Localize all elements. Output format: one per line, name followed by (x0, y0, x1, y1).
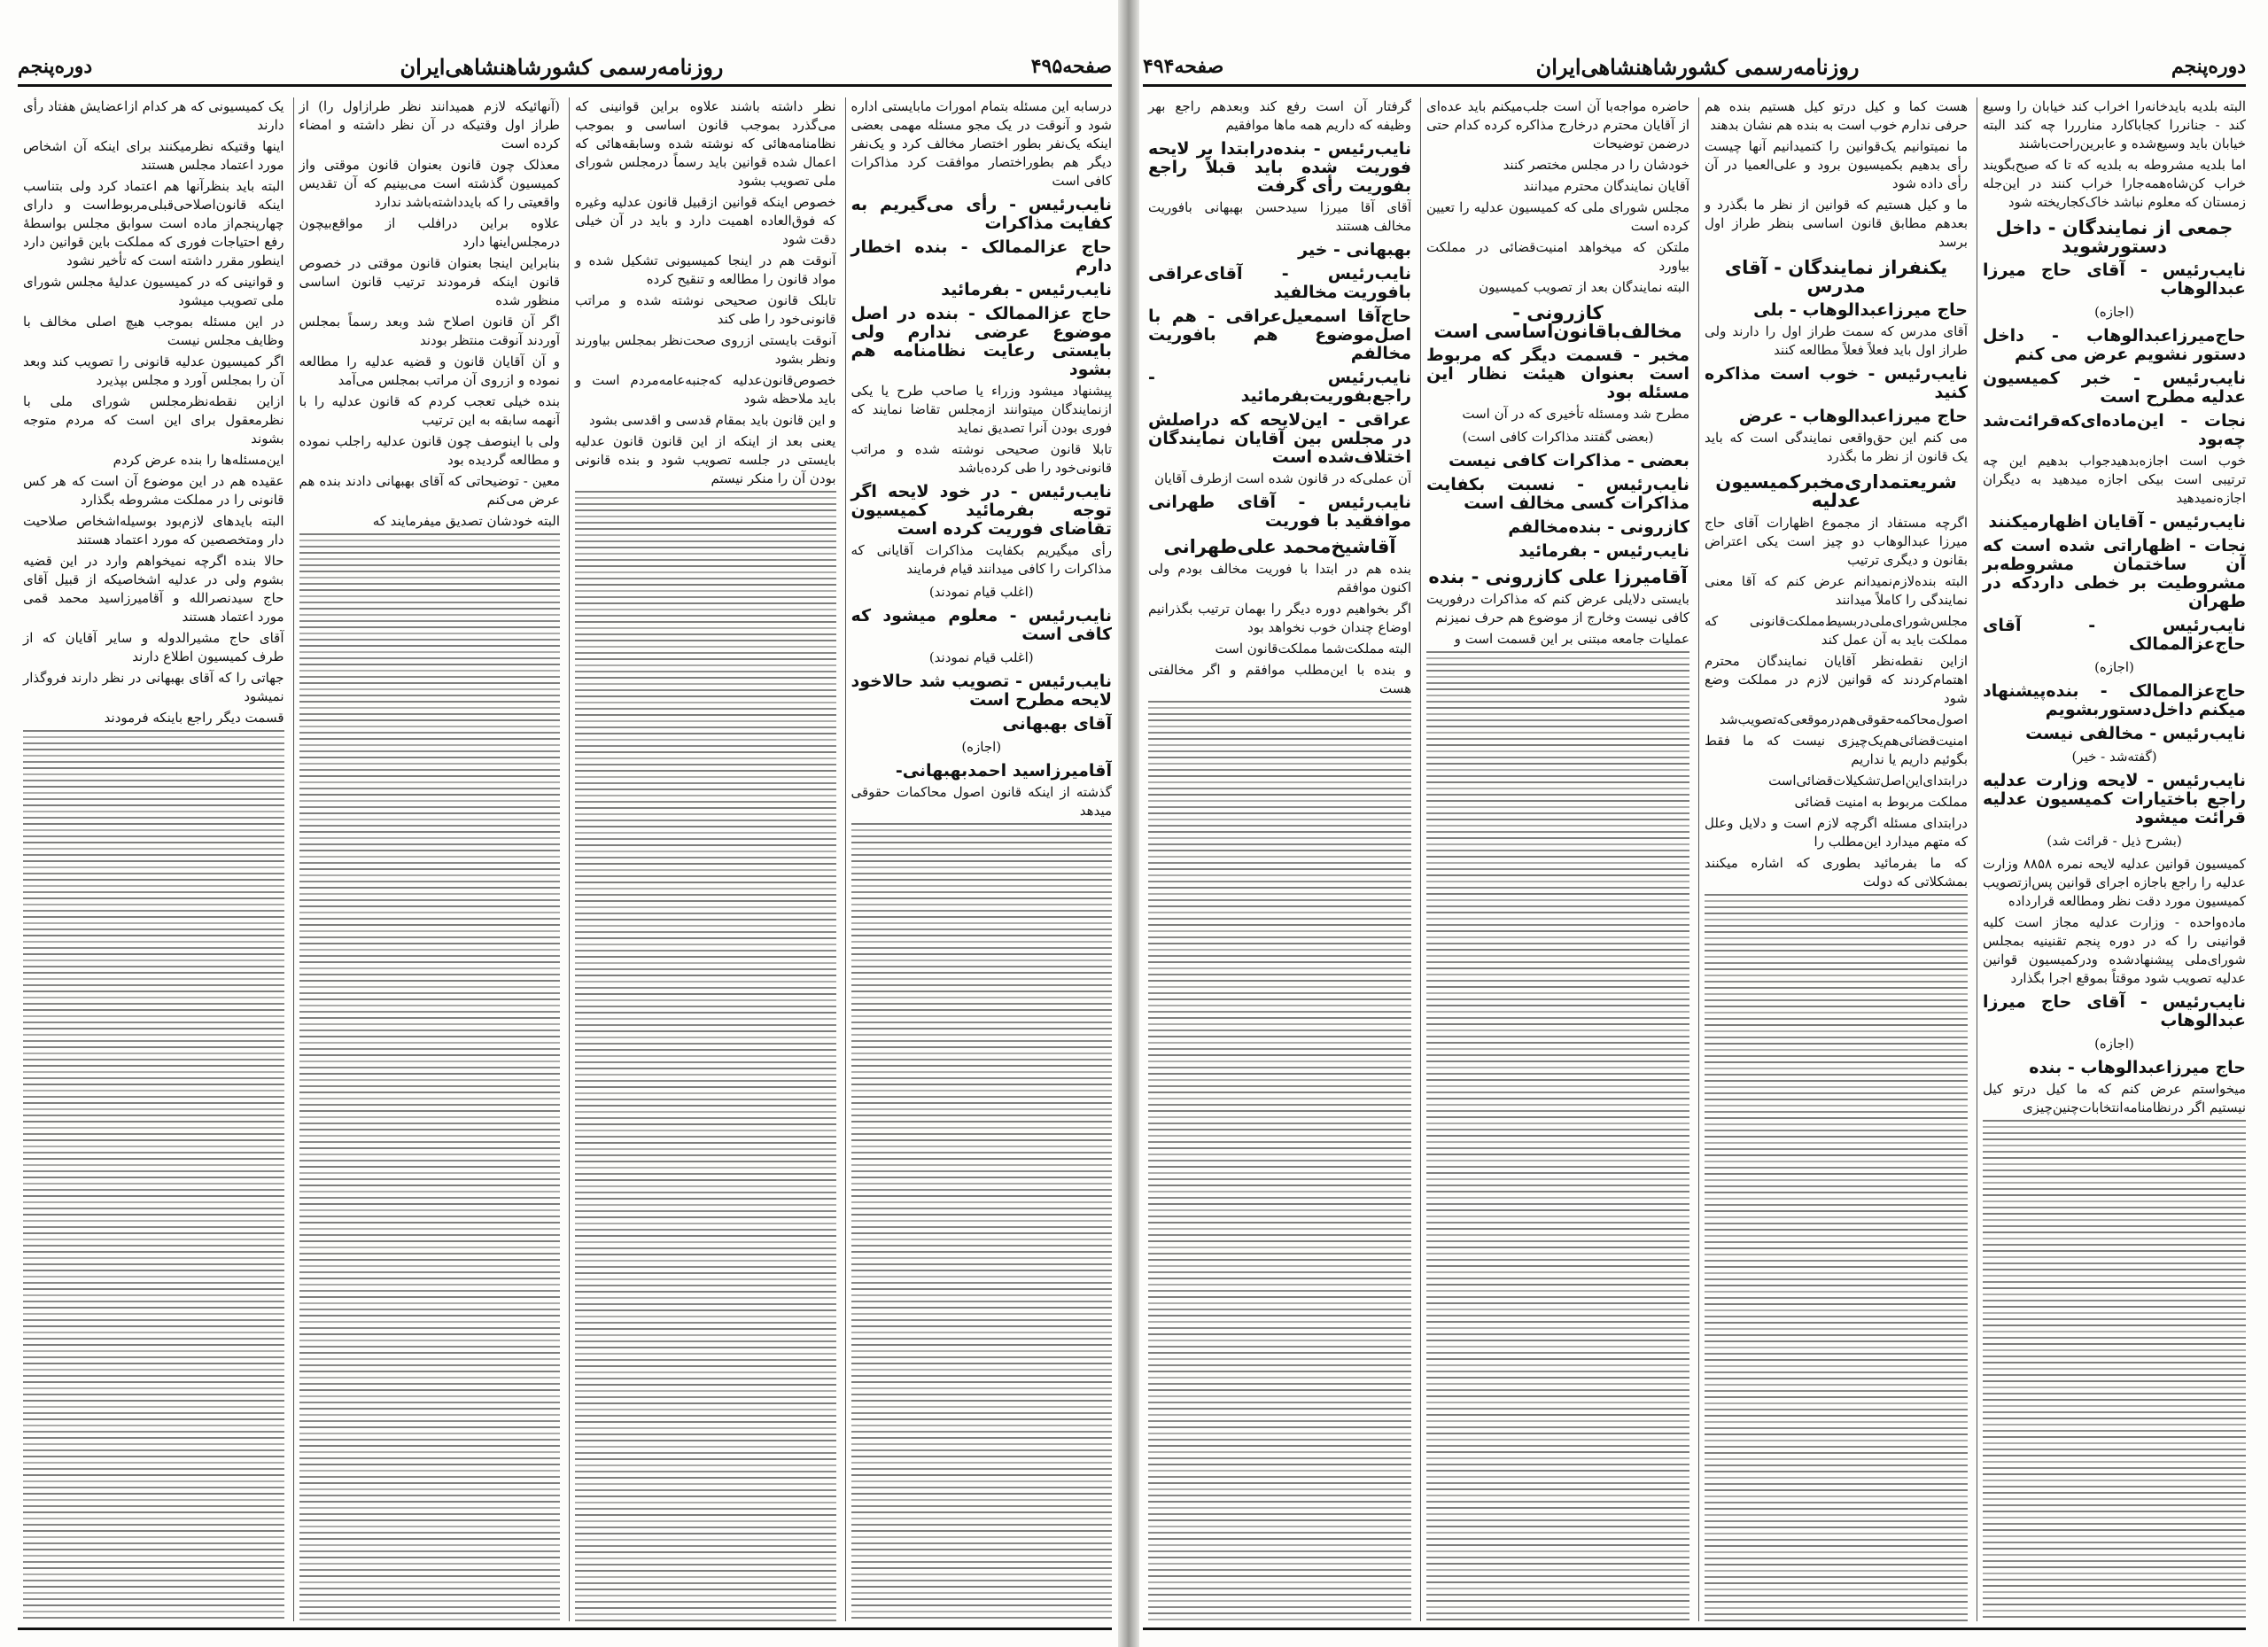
speaker-line: نایب‌رئیس - در خود لایحه اگر توجه بفرمائید کمیسیون تقاضای فوریت کرده است (850, 482, 1112, 539)
paragraph: می کنم این حق‌واقعی نمایندگی است که باید یک قانون از نظر ما بگذرد (1705, 430, 1968, 464)
paragraph: آقای مدرس که سمت طراز اول را دارند ولی طراز اول باید فعلاً فعلاً مطالعه کنند (1705, 323, 1968, 358)
left-page (18, 18, 1112, 1630)
speaker-line: نایب‌رئیس - آقای طهرانی موافقید با فوریت (1148, 493, 1411, 531)
paragraph: عملیات جامعه مبتنی بر این قسمت است و (1454, 631, 1689, 647)
paragraph: مجلس‌شورای‌ملی‌در‌بسیط‌مملکت‌قانونی که مملکت باید به آن عمل کند (1705, 613, 1968, 648)
speaker-line: نایب‌رئیس - آقای حاج میرزا عبدالوهاب (1983, 992, 2246, 1030)
speaker-line: نایب‌رئیس - آقایان اظهارمیکنند (1988, 512, 2246, 532)
speaker-line: حاج‌عزالممالک - بنده‌پیشنهاد میکنم داخل‌دستوربشویم (1983, 681, 2246, 719)
left-page-title: روزنامه‌رسمی کشورشاهنشاهی‌ایران (400, 53, 724, 80)
paragraph: و بنده با این‌مطلب موافقم و اگر مخالفتی هست (1148, 662, 1411, 696)
paragraph: (آنهائیکه لازم همیدانند نظر طرازاول را) از طراز اول وقتیکه در آن نظر داشته و امضاء کرده است (299, 98, 560, 151)
speaker-line: حاج عزالممالک - بنده اخطار دارم (850, 237, 1112, 276)
paragraph: پیشنهاد میشود وزراء یا صاحب طرح یا یکی ازنمایندگان میتوانند ازمجلس تقاضا نمایند که فوری بودن آنرا تصدیق نماید (850, 383, 1112, 436)
text-column (1143, 97, 1411, 1621)
paragraph: حالا بنده اگرچه نمیخواهم وارد در این قضیه بشوم ولی در عدلیه اشخاصیکه از قبیل آقای حاج سیدنصرالله و آقامیرزاسید محمد قمی مورد اعتماد هستند (23, 553, 284, 625)
paragraph: معین - توضیحاتی که آقای بهبهانی دادند بنده هم عرض می‌کنم (299, 473, 560, 508)
speaker-line: نایب‌رئیس - آقای حاج میرزا عبدالوهاب (1983, 260, 2246, 299)
binding-gutter (1118, 0, 1139, 1647)
speaker-line: نایب‌رئیس - راجع‌بفوریت‌بفرمائید (1148, 368, 1411, 406)
paragraph: یعنی بعد از اینکه از این قانون قانون عدلیه بایستی در جلسه تصویب شود و بنده قانونی بودن آن را منکر نیستم (575, 433, 836, 486)
paragraph: گذشته از اینکه قانون اصول محاکمات حقوقی میدهد (850, 784, 1112, 819)
dense-text-lines (575, 491, 836, 1621)
speaker-line: نایب‌رئیس - لایحه وزارت عدلیه راجع باختیارات کمیسیون عدلیه قرائت میشود (1983, 771, 2246, 827)
paragraph: خصوص اینکه قوانین ازقبیل قانون عدلیه وغیره که فوق‌العاده اهمیت دارد و باید در آن خیلی دقت شود (575, 194, 836, 247)
paragraph: خصوص‌قانون‌عدلیه که‌جنبه‌عامه‌مردم است و باید ملاحظه شود (575, 372, 836, 407)
section-heading: آقامیرزا علی کازرونی - بنده (1428, 566, 1688, 587)
paragraph: درسابه این مسئله بتمام امورات مابایستی اداره شود و آنوقت در یک مجو مسئله مهمی بعضی اینکه یک‌نفر بطور اختصار مخالف کرد و یک‌نفر دیگر هم بطوراختصار موافقت کرد مذاکرات کافی است (850, 98, 1112, 189)
paragraph: البته باید بنظرآنها هم اعتماد کرد ولی بتناسب اینکه قانون‌اصلاحی‌قبلی‌مربوط‌است و دارای چهارپنجم‌از ماده است سوابق مجلس بواسطهٔ رفع احتیاجات فوری که مملکت باین قوانین دارد اینطور مقرر داشته است که تأخیر نشود (23, 178, 284, 268)
procedural-note: (بعضی گفتند مذاکرات کافی است) (1462, 429, 1654, 445)
paragraph: این‌مسئله‌ها را بنده عرض کردم (113, 452, 284, 468)
paragraph: هست کما و کیل درتو کیل هستیم بنده هم حرفی ندارم خوب است به بنده هم نشان بدهند (1705, 98, 1968, 133)
dense-text-lines (1426, 651, 1689, 1621)
speaker-line: نایب‌رئیس - بنده‌درابتدا بر لایحه فوریت شده باید قبلاً راجع بفوریت رأی گرفت (1148, 139, 1411, 196)
section-heading: یکنفراز نمایندگان - آقای مدرس (1724, 257, 1948, 297)
speaker-line: آقای بهبهانی (1002, 714, 1112, 734)
procedural-note: (اغلب قیام نمودند) (928, 649, 1034, 665)
speaker-line: نایب‌رئیس - خوب است مذاکره کنید (1705, 364, 1968, 402)
paragraph: اگرچه مستفاد از مجموع اظهارات آقای حاج میرزا عبدالوهاب دو چیز است یکی اعتراض بقانون و دیگری ترتیب (1705, 515, 1968, 568)
speaker-line: حاج‌میرزاعبدالوهاب - داخل دستور نشویم عرض می کنم (1983, 326, 2246, 364)
paragraph: البته بنده‌لازم‌نمیدانم عرض کنم که آقا معنی نمایندگی را کاملاً میدانند (1705, 573, 1968, 608)
right-page-header (1143, 49, 2246, 87)
speaker-line: حاج میرزاعبدالوهاب - بلی (1753, 300, 1968, 320)
procedural-note: (اجازه) (961, 739, 1002, 755)
procedural-note: (اغلب قیام نمودند) (928, 584, 1034, 600)
paragraph: ما و کیل هستیم که قوانین از نظر ما بگذرد و بعدهم مطابق قانون اساسی بنظر طراز اول برسد (1705, 197, 1968, 250)
paragraph: حاضره مواجه‌با آن است جلب‌میکنم باید عده‌ای از آقایان محترم درخارج مذاکره کرده کدام حتی درضمن توضیحات (1426, 98, 1689, 151)
speaker-line: نایب‌رئیس - مخالفی نیست (2025, 724, 2246, 743)
paragraph: ما نمیتوانیم یک‌قوانین را کتمیدانیم آنها چیست رأی بدهیم بکمیسیون برود و علی‌العمیا در آن رأی داده شود (1705, 138, 1968, 191)
paragraph: اصول‌محاکمه‌حقوقی‌هم‌در‌موقعی‌که‌تصویب‌شد (1720, 711, 1968, 727)
paragraph: که ما بفرمائید بطوری که اشاره میکنند بمشکلاتی که دولت (1705, 855, 1968, 890)
dense-text-lines (1983, 1120, 2246, 1621)
paragraph: آن عملی‌که در قانون شده است ازطرف آقایان (1153, 470, 1411, 486)
paragraph: ازاین نقطه‌نظر آقایان نمایندگان محترم اهتمام‌کردند که قوانین لازم در مملکت وضع شود (1705, 653, 1968, 706)
speaker-line: نایب‌رئیس - خبر کمیسیون عدلیه مطرح است (1983, 369, 2246, 407)
dense-text-lines (299, 533, 561, 1621)
speaker-line: نایب‌رئیس - معلوم میشود که کافی است (850, 606, 1112, 644)
dense-text-lines (23, 730, 284, 1621)
text-column (1977, 97, 2246, 1621)
paragraph: درابتدای مسئله اگرچه لازم است و دلایل وعلل که متهم میدارد این‌مطلب را (1705, 815, 1968, 850)
left-page-bottom-rule (18, 1628, 1112, 1630)
paragraph: درابتدای‌این‌اصل‌تشکیلات‌قضائی‌است (1768, 773, 1968, 789)
right-page-columns (1143, 97, 2246, 1621)
paragraph: خوب است اجازه‌بدهیدجواب بدهیم این چه ترتیبی است بیکی اجازه میدهید به دیگران اجازه‌نمیدهید (1983, 453, 2246, 506)
right-page-number: صفحه۴۹۴ (1143, 55, 1224, 78)
right-page-edition: دوره‌پنجم (2171, 55, 2246, 78)
paragraph: قسمت دیگر راجع باینکه فرمودند (104, 710, 284, 726)
paragraph: و آن آقایان قانون و قضیه عدلیه را مطالعه نموده و ازروی آن مراتب بمجلس می‌آمد (299, 353, 560, 388)
dense-text-lines (1148, 701, 1411, 1621)
paragraph: بایستی دلایلی عرض کنم که مذاکرات درفوریت کافی نیست وخارج از موضوع هم حرف نمیزنم (1426, 591, 1689, 625)
speaker-line: آقامیرزاسید احمدبهبهانی- (895, 761, 1112, 781)
speaker-line: نایب‌رئیس - رأی می‌گیریم به کفایت مذاکرات (850, 195, 1112, 233)
paragraph: میخواستم عرض کنم که ما کیل درتو کیل نیستیم اگر درنظامنامه‌انتخابات‌چنین‌چیزی (1983, 1081, 2246, 1115)
paragraph: البته بلدیه بایدخانه‌را اخراب کند خیابان را وسیع کند - جنانررا کجاباکارد منارررا چه کند البته خیابان باید وسیع‌شده و عابرین‌راحت‌باشند (1983, 98, 2246, 151)
paragraph: یک کمیسیونی که هر کدام ازاعضایش هفتاد رأی دارند (23, 98, 284, 133)
paragraph: اینها وقتیکه نظرمیکنند برای اینکه آن اشخاص مورد اعتماد مجلس هستند (23, 138, 284, 173)
speaker-line: بهبهانی - خیر (1298, 240, 1411, 260)
speaker-line: نایب‌رئیس - نسبت بکفایت مذاکرات کسی مخالف است (1426, 475, 1689, 513)
paragraph: آنوقت بایستی ازروی صحت‌نظر بمجلس بیاورند ونظر بشود (575, 332, 836, 367)
section-heading: آقاشیخ‌محمد علی‌طهرانی (1163, 536, 1396, 557)
speaker-line: حاج میرزاعبدالوهاب - بنده (2029, 1058, 2246, 1077)
paragraph: مجلس شورای ملی که کمیسیون عدلیه را تعیین کرده است (1426, 199, 1689, 234)
paragraph: ملتکن که میخواهد امنیت‌قضائی در مملکت بیاورد (1426, 239, 1689, 274)
speaker-line: نایب‌رئیس - بفرمائید (941, 280, 1112, 299)
paragraph: عقیده هم در این موضوع آن است که هر کس قانونی را در مملکت مشروطه بگذارد (23, 473, 284, 508)
paragraph: مملکت مربوط به امنیت قضائی (1794, 794, 1968, 810)
text-column (569, 97, 836, 1621)
left-page-columns (18, 97, 1112, 1621)
speaker-line: حاج عزالممالک - بنده در اصل موضوع عرضی ندارم ولی بایستی رعایت نظامنامه هم بشود (850, 304, 1112, 379)
paragraph: خودشان را در مجلس مختصر کنند (1503, 157, 1689, 173)
paragraph: آنوقت هم در اینجا کمیسیونی تشکیل شده و مواد قانون را مطالعه و تنقیح کرده (575, 252, 836, 287)
paragraph: البته بایدهای لازم‌بود بوسیله‌اشخاص صلاحیت دار ومتخصصین که مورد اعتماد هستند (23, 513, 284, 548)
paragraph: بنده خیلی تعجب کردم که قانون عدلیه را با آنهمه سابقه به این ترتیب (299, 393, 560, 428)
paragraph: اگر بخواهیم دوره دیگر را بهمان ترتیب بگذرانیم اوضاع چندان خوب نخواهد بود (1148, 601, 1411, 635)
paragraph: و این قانون باید بمقام قدسی و اقدسی بشود (588, 412, 836, 428)
left-page-header (18, 49, 1112, 87)
paragraph: کمیسیون قوانین عدلیه لایحه نمره ۸۸۵۸ وزارت عدلیه را راجع باجازه اجرای قوانین پس‌ازتصویب کمیسیون مورد دقت نظر ومطالعه قرارداده (1983, 856, 2246, 909)
left-page-edition: دوره‌پنجم (18, 55, 93, 78)
procedural-note: (گفته‌شد - خیر) (2071, 749, 2157, 765)
speaker-line: مخبر - قسمت دیگر که مربوط است بعنوان هیئت نظار این مسئله بود (1426, 346, 1689, 402)
paragraph: در این مسئله بموجب هیچ اصلی مخالف با وظایف مجلس نیست (23, 314, 284, 348)
procedural-note: (اجازه) (2094, 659, 2134, 675)
dense-text-lines (851, 823, 1113, 1621)
paragraph: بنده هم در ابتدا با فوریت مخالف بودم ولی اکنون موافقم (1148, 561, 1411, 595)
paragraph: معذلک چون قانون بعنوان قانون موقتی واز کمیسیون گذشته است می‌بینیم که آن تقدیس واقعیتی را که بایدداشته‌باشد ندارد (299, 157, 560, 210)
speaker-line: حاج‌آقا اسمعیل‌عراقی - هم با اصل‌موضوع هم بافوریت مخالفم (1148, 307, 1411, 363)
speaker-line: نایب‌رئیس - آقای حاج‌عزالممالک (1983, 616, 2246, 654)
paragraph: علاوه براین درافلب از مواقع‌بیچون درمجلس‌اینها دارد (299, 215, 560, 250)
speaker-line: نایب‌رئیس - تصویب شد حالاخود لایحه مطرح است (850, 672, 1112, 710)
speaker-line: عراقی - این‌لایحه که دراصلش در مجلس بین آقایان نمایندگان اختلاف‌شده است (1148, 410, 1411, 467)
right-page-bottom-rule (1143, 1628, 2246, 1630)
paragraph: تابلا قانون صحیحی نوشته شده و مراتب قانونی‌خود را طی کرده‌باشد (850, 441, 1112, 476)
paragraph: البته نمایندگان بعد از تصویب کمیسیون (1479, 279, 1689, 295)
speaker-line: نجات - این‌ماده‌ای‌که‌قرائت‌شد چه‌بود (1983, 411, 2246, 449)
paragraph: آقایان نمایندگان محترم میدانند (1523, 178, 1689, 194)
section-heading: کازرونی - مخالف‌باقانون‌اساسی است (1433, 302, 1682, 342)
paragraph: اگر کمیسیون عدلیه قانونی را تصویب کند وبعد آن را بمجلس آورد و مجلس بپذیرد (23, 353, 284, 388)
dense-text-lines (1705, 894, 1968, 1621)
paragraph: ولی با اینوصف چون قانون عدلیه راجلب نموده و مطالعه گردیده بود (299, 433, 560, 468)
paragraph: بنابراین اینجا بعنوان قانون موقتی در خصوص قانون اینکه فرمودند ترتیب قانون اساسی منظور شده (299, 255, 560, 308)
paragraph: جهاتی را که آقای بهبهانی در نظر دارند فروگذار نمیشود (23, 670, 284, 704)
procedural-note: (بشرح ذیل - قرائت شد) (2047, 833, 2182, 849)
paragraph: رأی میگیریم بکفایت مذاکرات آقایانی که مذاکرات را کافی میدانند قیام فرمایند (850, 542, 1112, 577)
paragraph: آقای آقا میرزا سیدحسن بهبهانی بافوریت مخالف هستند (1148, 199, 1411, 234)
paragraph: البته خودشان تصدیق میفرمایند که (372, 513, 560, 529)
speaker-line: نایب‌رئیس - بفرمائید (1518, 541, 1689, 561)
text-column (1698, 97, 1968, 1621)
paragraph: تابلک قانون صحیحی نوشته شده و مراتب قانونی‌خود را طی کند (575, 292, 836, 327)
paragraph: امنیت‌قضائی‌هم‌یک‌چیزی نیست که ما فقط بگوئیم داریم یا نداریم (1705, 733, 1968, 767)
paragraph: و قوانینی که در کمیسیون عدلیهٔ مجلس شورای ملی تصویب میشود (23, 274, 284, 308)
right-page-title: روزنامه‌رسمی کشورشاهنشاهی‌ایران (1535, 53, 1860, 80)
speaker-line: کازرونی - بنده‌مخالفم (1508, 517, 1689, 537)
paragraph: البته مملکت‌شما مملکت‌قانون است (1215, 641, 1411, 656)
speaker-line: نجات - اظهاراتی شده است که آن ساختمان مشروطه‌بر مشروطیت بر خطی داردکه در طهران (1983, 536, 2246, 611)
paragraph: ماده‌واحده - وزارت عدلیه مجاز است کلیه قوانینی را که در دوره پنجم تقنینیه بمجلس شورای‌ملی پیشنهادشده ودرکمیسیون قوانین عدلیه تصویب شود موقتاً بموقع اجرا بگذارد (1983, 914, 2246, 986)
speaker-line: بعضی - مذاکرات کافی نیست (1448, 451, 1689, 470)
left-page-number: صفحه۴۹۵ (1030, 55, 1112, 78)
paragraph: اگر آن قانون اصلاح شد وبعد رسماً بمجلس آوردند آنوقت منتظر بودند (299, 314, 560, 348)
paragraph: مطرح شد ومسئله تأخیری که در آن است (1462, 406, 1689, 422)
right-page (1143, 18, 2246, 1630)
section-heading: جمعی از نمایندگان - داخل دستورشوید (1995, 217, 2233, 257)
text-column (845, 97, 1113, 1621)
text-column (293, 97, 561, 1621)
speaker-line: حاج میرزاعبدالوهاب - عرض (1738, 407, 1968, 426)
speaker-line: نایب‌رئیس - آقای‌عراقی بافوریت مخالفید (1148, 264, 1411, 302)
procedural-note: (اجازه) (2094, 304, 2134, 320)
paragraph: اما بلدیه مشروطه به بلدیه که تا که صبح‌بگویند خراب کن‌شاه‌همه‌جارا خراب کنند در این‌جله زمستان که معلوم نباشد خاک‌کجا‌ریخته شود (1983, 157, 2246, 210)
paragraph: نظر داشته باشند علاوه براین قوانینی که می‌گذرد بموجب قانون اساسی و بموجب نظامنامه‌هائی که نوشته شده وسابقه‌هائی که اعمال شده قوانین باید رسماً درمجلس شورای ملی تصویب بشود (575, 98, 836, 189)
paragraph: ازاین نقطه‌نظرمجلس شورای ملی با نظرمعقول برای این است که مردم متوجه بشوند (23, 393, 284, 447)
text-column (1420, 97, 1689, 1621)
procedural-note: (اجازه) (2094, 1036, 2134, 1052)
section-heading: شریعتمداری‌مخبرکمیسیون عدلیه (1715, 471, 1957, 511)
text-column (18, 97, 284, 1621)
paragraph: گرفتار آن است رفع کند وبعدهم راجع بهر وظیفه که داریم همه ماها موافقیم (1148, 98, 1411, 133)
paragraph: آقای حاج مشیرالدوله و سایر آقایان که از طرف کمیسیون اطلاع دارند (23, 630, 284, 664)
